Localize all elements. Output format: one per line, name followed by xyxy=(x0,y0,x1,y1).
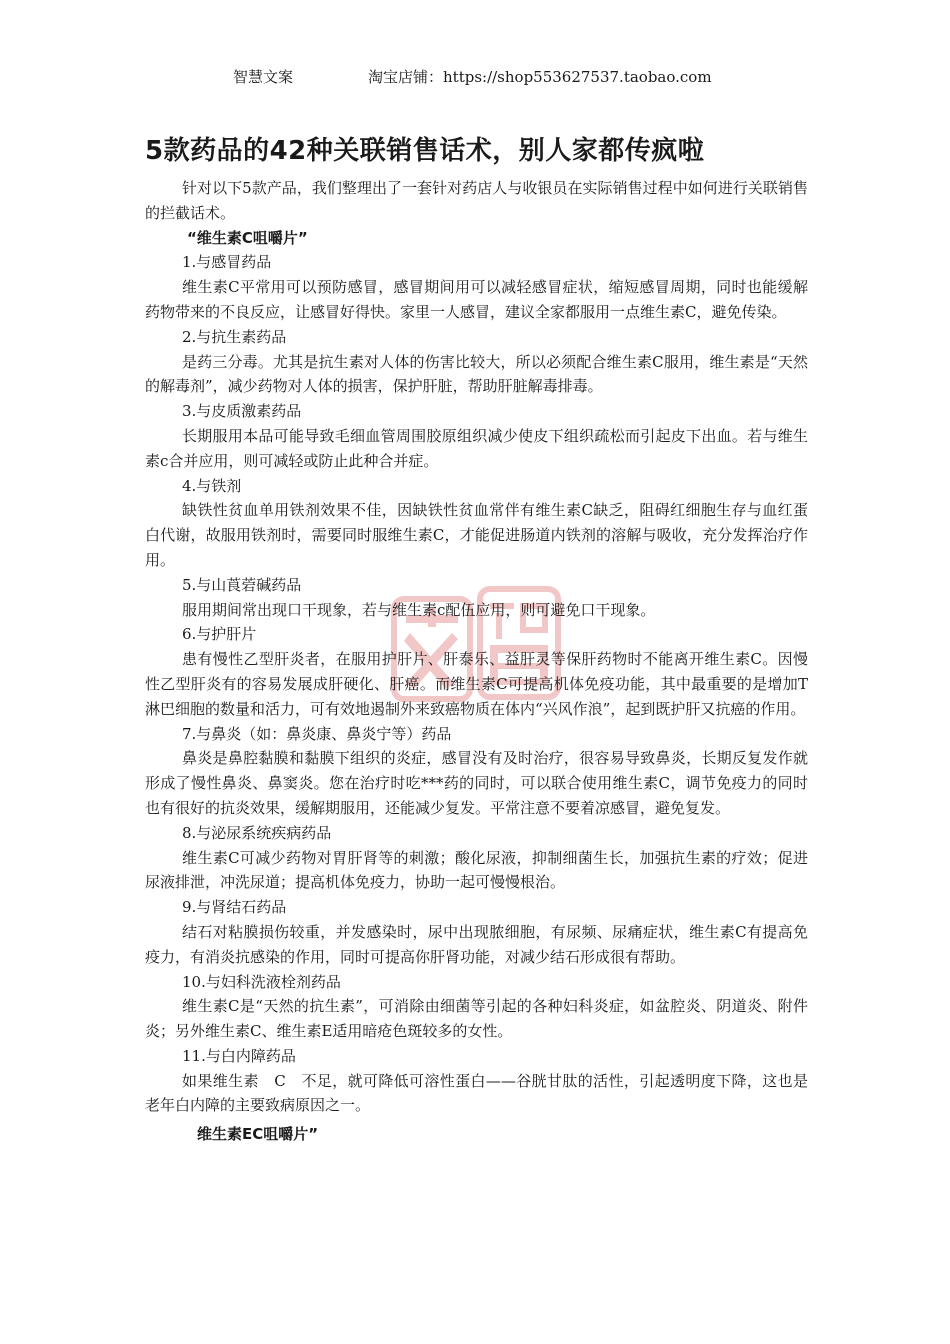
body-paragraph: 如果维生素 C 不足，就可降低可溶性蛋白——谷胱甘肽的活性，引起透明度下降，这也是老年白内障的主要致病原因之一。 xyxy=(145,1071,808,1115)
section-heading: 维生素EC咀嚼片” xyxy=(197,1125,319,1144)
header-shop-link[interactable]: 淘宝店铺：https://shop553627537.taobao.com xyxy=(368,68,712,86)
subsection-heading: 11.与白内障药品 xyxy=(182,1046,296,1065)
subsection-heading: 4.与铁剂 xyxy=(182,476,242,495)
subsection-heading: 5.与山莨菪碱药品 xyxy=(182,575,302,594)
body-paragraph: 鼻炎是鼻腔黏膜和黏膜下组织的炎症，感冒没有及时治疗，很容易导致鼻炎，长期反复发作就形成了慢性鼻炎、鼻窦炎。您在治疗时吃***药的同时，可以联合使用维生素C，调节免疫力的同时也有很好的抗炎效果，缓解期服用，还能减少复发。平常注意不要着凉感冒，避免复发。 xyxy=(145,749,808,817)
subsection-heading: 3.与皮质激素药品 xyxy=(182,402,302,421)
body-paragraph: 针对以下5款产品，我们整理出了一套针对药店人与收银员在实际销售过程中如何进行关联销售的拦截话术。 xyxy=(145,179,808,222)
body-paragraph: 维生素C平常用可以预防感冒，感冒期间用可以减轻感冒症状，缩短感冒周期，同时也能缓解药物带来的不良反应，让感冒好得快。家里一人感冒，建议全家都服用一点维生素C，避免传染。 xyxy=(145,278,808,321)
document-body xyxy=(145,176,808,1147)
header-brand: 智慧文案 xyxy=(233,68,294,86)
body-paragraph: 缺铁性贫血单用铁剂效果不佳，因缺铁性贫血常伴有维生素C缺乏，阻碍红细胞生存与血红蛋白代谢，故服用铁剂时，需要同时服维生素C，才能促进肠道内铁剂的溶解与吸收，充分发挥治疗作用。 xyxy=(145,501,808,569)
subsection-heading: 6.与护肝片 xyxy=(182,625,257,644)
subsection-heading: 10.与妇科洗液栓剂药品 xyxy=(182,972,341,991)
subsection-heading: 9.与肾结石药品 xyxy=(182,898,287,917)
document-title: 5款药品的42种关联销售话术，别人家都传疯啦 xyxy=(145,136,705,166)
body-paragraph: 维生素C是“天然的抗生素”，可消除由细菌等引起的各种妇科炎症，如盆腔炎、阴道炎、附件炎；另外维生素C、维生素E适用暗疮色斑较多的女性。 xyxy=(145,997,808,1041)
subsection-heading: 2.与抗生素药品 xyxy=(182,327,287,346)
body-paragraph: 长期服用本品可能导致毛细血管周围胶原组织减少使皮下组织疏松而引起皮下出血。若与维生素c合并应用，则可减轻或防止此种合并症。 xyxy=(145,426,808,470)
body-paragraph: 是药三分毒。尤其是抗生素对人体的伤害比较大，所以必须配合维生素C服用，维生素是“天然的解毒剂”，减少药物对人体的损害，保护肝脏，帮助肝脏解毒排毒。 xyxy=(145,352,808,396)
body-paragraph: 维生素C可减少药物对胃肝肾等的刺激；酸化尿液，抑制细菌生长，加强抗生素的疗效；促进尿液排泄，冲洗尿道；提高机体免疫力，协助一起可慢慢根治。 xyxy=(145,848,808,892)
subsection-heading: 7.与鼻炎（如：鼻炎康、鼻炎宁等）药品 xyxy=(182,724,452,743)
body-paragraph: 服用期间常出现口干现象，若与维生素c配伍应用，则可避免口干现象。 xyxy=(182,600,656,619)
body-paragraph: 结石对粘膜损伤较重，并发感染时，尿中出现脓细胞，有尿频、尿痛症状，维生素C有提高免疫力，有消炎抗感染的作用，同时可提高你肝肾功能，对减少结石形成很有帮助。 xyxy=(145,922,808,966)
body-paragraph: 患有慢性乙型肝炎者，在服用护肝片、肝泰乐、益肝灵等保肝药物时不能离开维生素C。因慢性乙型肝炎有的容易发展成肝硬化、肝癌。而维生素C可提高机体免疫功能，其中最重要的是增加T淋巴细胞的数量和活力，可有效地遏制外来致癌物质在体内“兴风作浪”，起到既护肝又抗癌的作用。 xyxy=(145,650,808,718)
subsection-heading: 8.与泌尿系统疾病药品 xyxy=(182,823,332,842)
subsection-heading: 1.与感冒药品 xyxy=(182,253,272,272)
section-heading: “维生素C咀嚼片” xyxy=(187,228,308,247)
